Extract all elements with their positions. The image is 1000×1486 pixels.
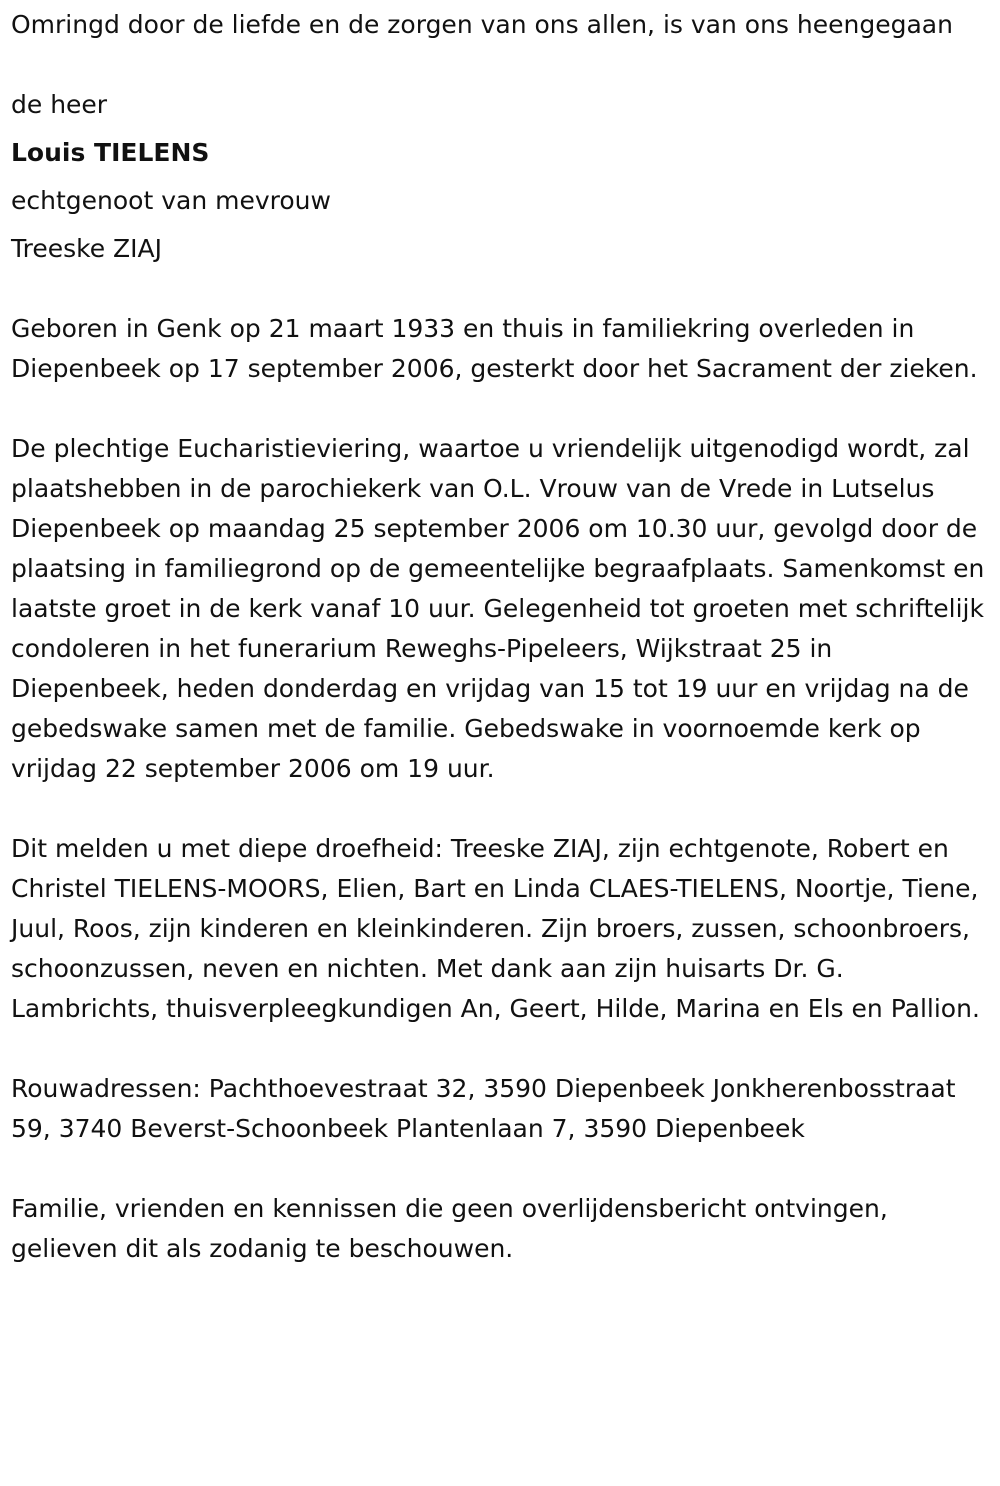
family-paragraph: Dit melden u met diepe droefheid: Treeske ZIAJ, zijn echtgenote, Robert en Christel TIELENS-MOORS, Elien, Bart en Linda CLAES-TIELENS, Noortje, Tiene, Juul, Roos, zijn kinderen en kleinkinderen. Zijn broers, zussen, schoonbroers, schoonzussen, neven en nichten. Met dank aan zijn huisarts Dr. G. Lambrichts, thuisverpleegkundigen An, Geert, Hilde, Marina en Els en Pallion.: [11, 834, 980, 1023]
birth-death-paragraph: Geboren in Genk op 21 maart 1933 en thuis in familiekring overleden in Diepenbeek op 17 september 2006, gesterkt door het Sacrament der zieken.: [11, 314, 978, 383]
salutation: de heer: [11, 90, 108, 119]
addresses-paragraph: Rouwadressen: Pachthoevestraat 32, 3590 Diepenbeek Jonkherenbosstraat 59, 3740 Beverst-Schoonbeek Plantenlaan 7, 3590 Diepenbeek: [11, 1074, 956, 1143]
deceased-name: Louis TIELENS: [11, 138, 210, 167]
spouse-label: echtgenoot van mevrouw: [11, 186, 331, 215]
closing-paragraph: Familie, vrienden en kennissen die geen overlijdensbericht ontvingen, gelieven dit als zodanig te beschouwen.: [11, 1194, 888, 1263]
obituary-notice: [11, 5, 991, 1269]
ceremony-paragraph: De plechtige Eucharistieviering, waartoe u vriendelijk uitgenodigd wordt, zal plaatshebben in de parochiekerk van O.L. Vrouw van de Vrede in Lutselus Diepenbeek op maandag 25 september 2006 om 10.30 uur, gevolgd door de plaatsing in familiegrond op de gemeentelijke begraafplaats. Samenkomst en laatste groet in de kerk vanaf 10 uur. Gelegenheid tot groeten met schriftelijk condoleren in het funerarium Reweghs-Pipeleers, Wijkstraat 25 in Diepenbeek, heden donderdag en vrijdag van 15 tot 19 uur en vrijdag na de gebedswake samen met de familie. Gebedswake in voornoemde kerk op vrijdag 22 september 2006 om 19 uur.: [11, 434, 985, 783]
spouse-name: Treeske ZIAJ: [11, 234, 163, 263]
intro-text: Omringd door de liefde en de zorgen van ons allen, is van ons heengegaan: [11, 10, 953, 39]
